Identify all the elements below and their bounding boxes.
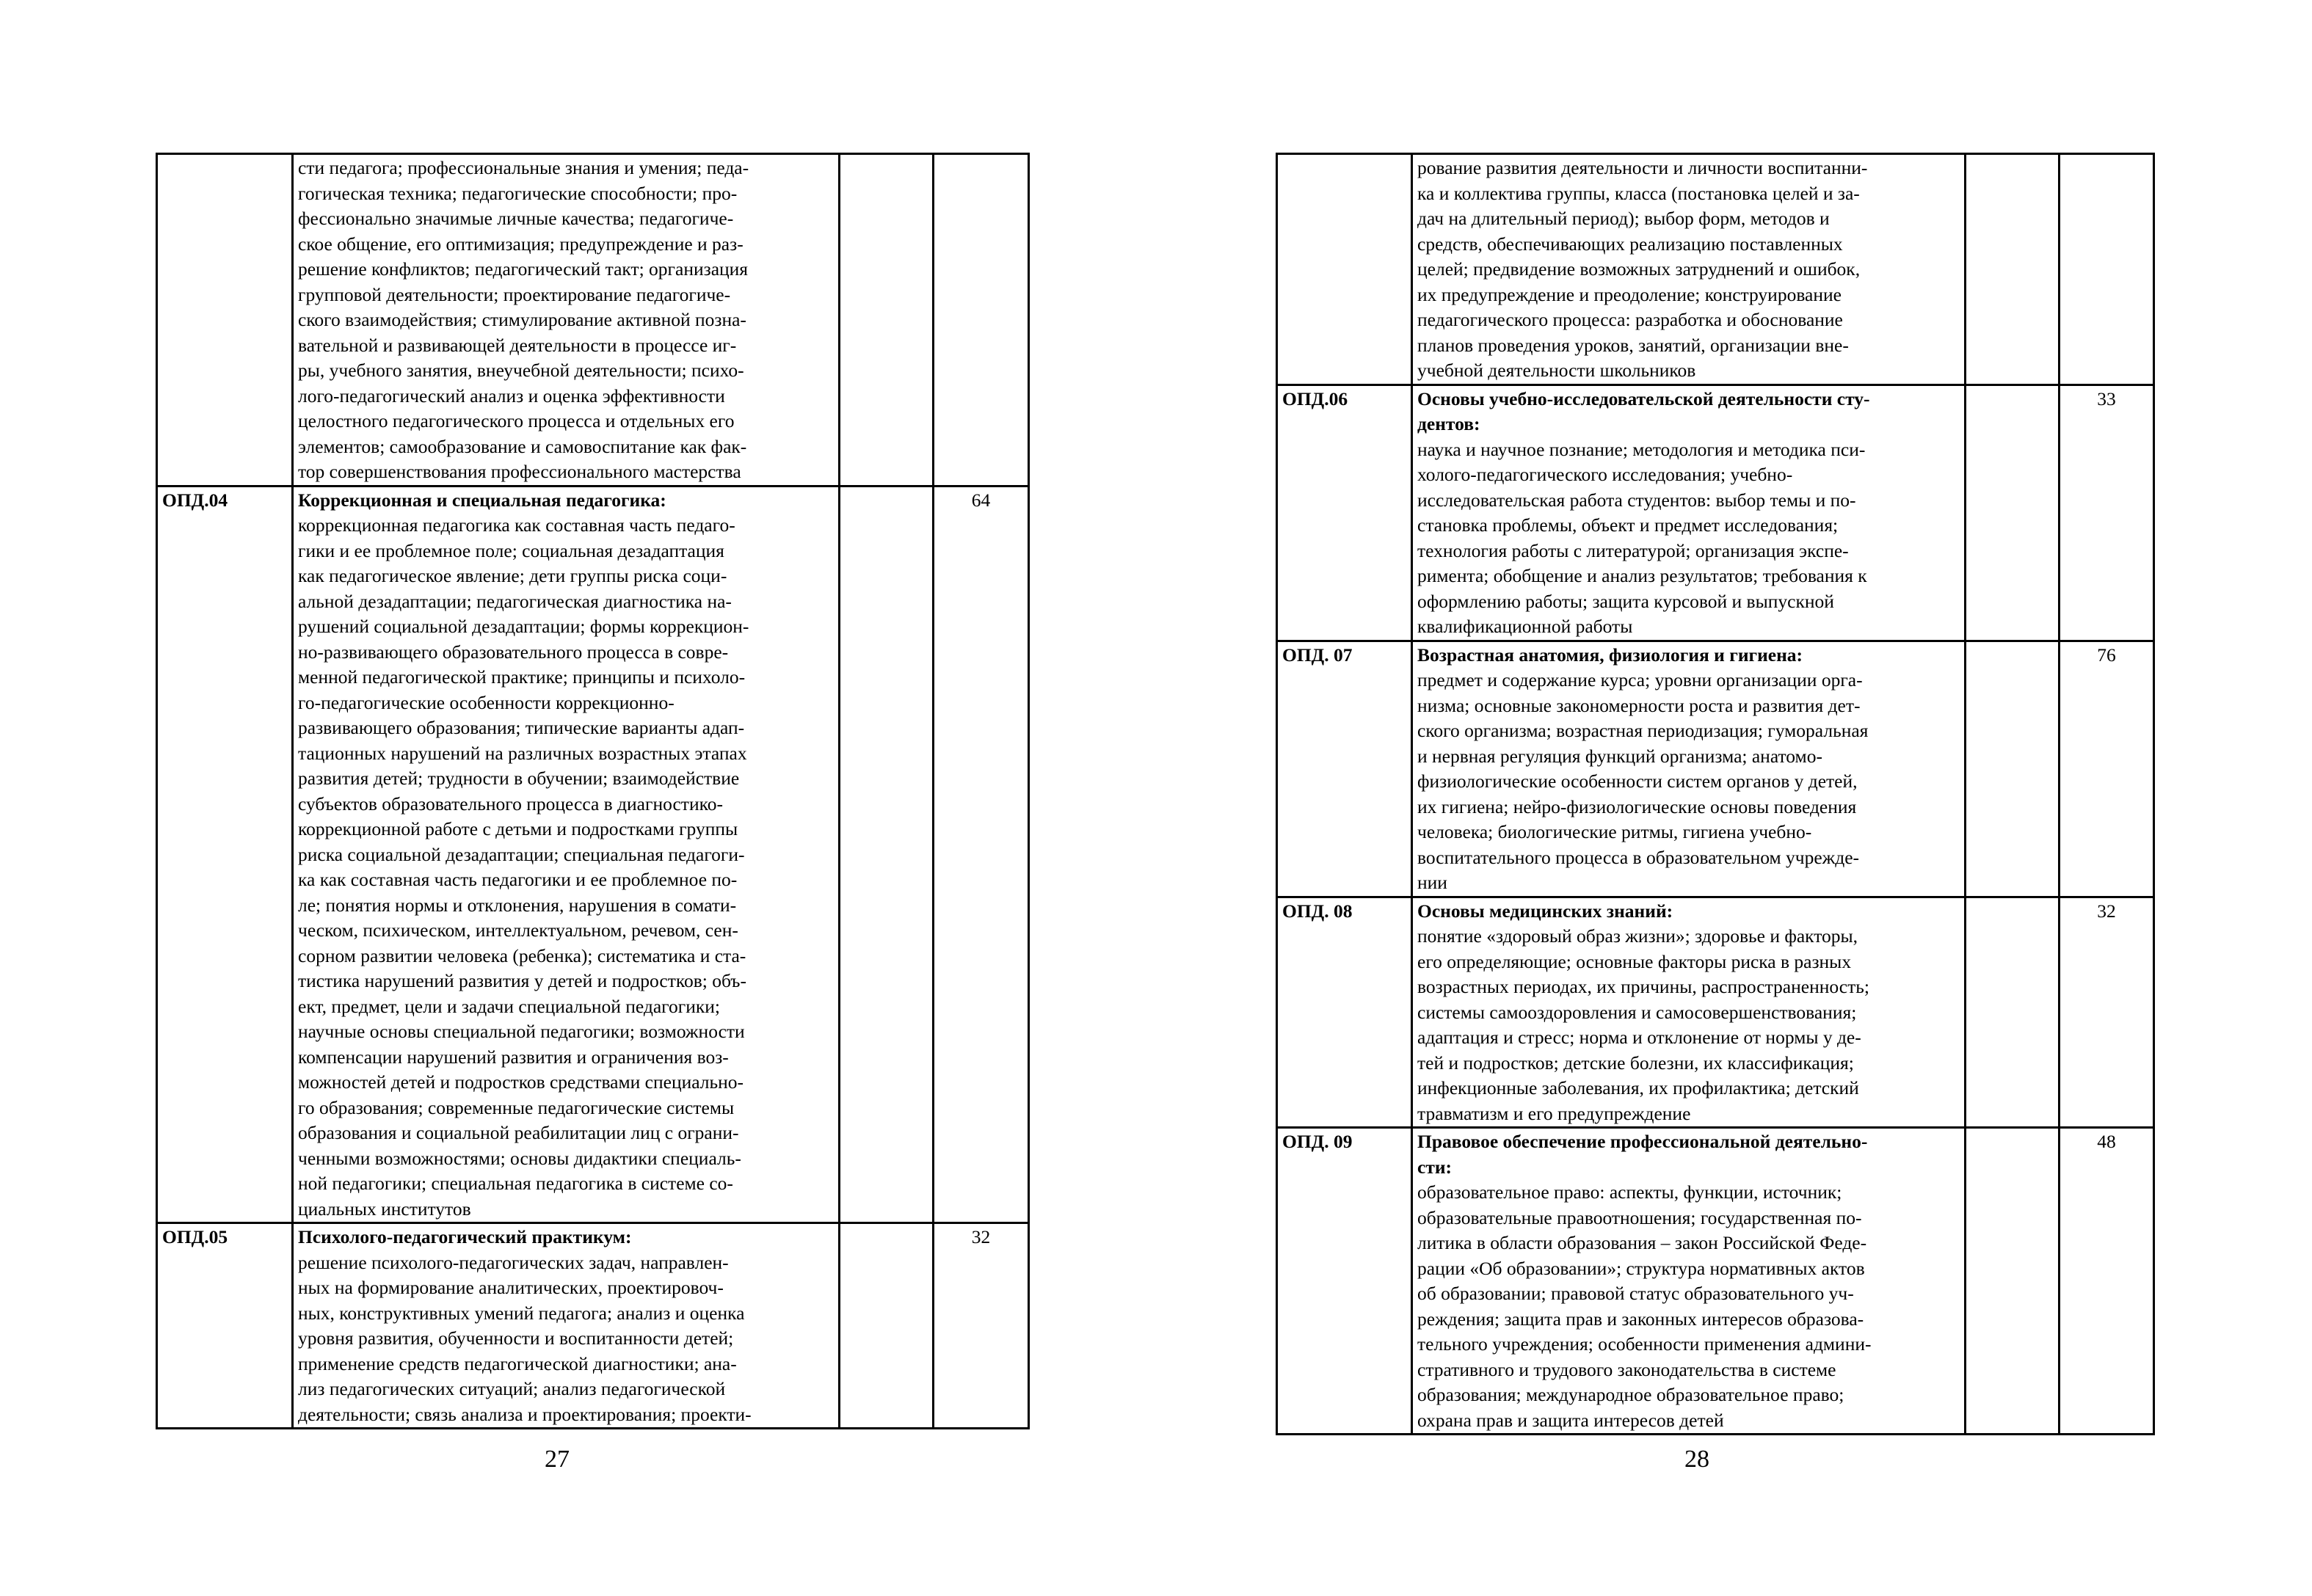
discipline-hours: 32 <box>2060 897 2154 1128</box>
discipline-hours: 48 <box>2060 1128 2154 1435</box>
empty-cell <box>1966 1128 2060 1435</box>
empty-cell <box>1966 641 2060 897</box>
table-row <box>1277 1128 2154 1435</box>
discipline-code: ОПД.04 <box>157 486 293 1223</box>
table-row <box>1277 897 2154 1128</box>
discipline-body: образовательное право: аспекты, функции, источник; образовательные правоотношения; государственная по- литика в области образования – закон Российской Феде- рации «Об образовании»; структура нормативных актов об образовании; правовой статус образовательного уч- реждения; защита прав и законных интересов образова- тельного учреждения; особенности применения админи- стративного и трудового законодательства в системе образования; международное образовательное право; охрана прав и защита интересов детей <box>1417 1181 1872 1431</box>
table-row <box>157 154 1029 487</box>
discipline-code: ОПД. 07 <box>1277 641 1412 897</box>
discipline-title: Основы учебно-исследовательской деятельности сту- дентов: <box>1417 387 1870 434</box>
discipline-code <box>1277 154 1412 385</box>
table-row <box>157 486 1029 1223</box>
discipline-code <box>157 154 293 487</box>
table-row <box>1277 385 2154 641</box>
discipline-body: рование развития деятельности и личности воспитанни- ка и коллектива группы, класса (постановка целей и за- дач на длительный период); выбор форм, методов и средств, обеспечивающих реализацию поставленных целей; предвидение возможных затруднений и ошибок, их предупреждение и преодоление; конструирование педагогического процесса: разработка и обоснование планов проведения уроков, занятий, организации вне- учебной деятельности школьников <box>1417 157 1868 381</box>
discipline-description <box>1412 154 1966 385</box>
empty-cell <box>840 486 934 1223</box>
discipline-description <box>1412 641 1966 897</box>
empty-cell <box>1966 154 2060 385</box>
discipline-description <box>1412 385 1966 641</box>
discipline-description <box>293 486 840 1223</box>
right-page <box>1156 0 2312 1596</box>
discipline-body: коррекционная педагогика как составная часть педаго- гики и ее проблемное поле; социальная дезадаптация как педагогическое явление; дети группы риска соци- альной дезадаптации; педагогическая диагностика на- рушений социальной дезадаптации; формы коррекцион- но-развивающего образовательного процесса в совре- менной педагогической практике; принципы и психоло- го-педагогические особенности коррекционно- развивающего образования; типические варианты адап- тационных нарушений на различных возрастных этапах развития детей; трудности в обучении; взаимодействие субъектов образовательного процесса в диагностико- коррекционной работе с детьми и подростками группы риска социальной дезадаптации; специальная педагоги- ка как составная часть педагогики и ее проблемное по- ле; понятия нормы и отклонения, нарушения в сомати- ческом, психическом, интеллектуальном, речевом, сен- сорном развитии человека (ребенка); систематика и ста- тистика нарушений развития у детей и подростков; объ- ект, предмет, цели и задачи специальной педагогики; научные основы специальной педагогики; возможности компенсации нарушений развития и ограничения воз- можностей детей и подростков средствами специально- го образования; современные педагогические системы образования и социальной реабилитации лиц с ограни- ченными возможностями; основы дидактики специаль- ной педагогики; специальная педагогика в системе со- циальных институтов <box>298 514 749 1220</box>
curriculum-table-right <box>1276 153 2155 1435</box>
empty-cell <box>840 154 934 487</box>
discipline-description <box>1412 897 1966 1128</box>
discipline-title: Возрастная анатомия, физиология и гигиена: <box>1417 644 1803 666</box>
discipline-title: Коррекционная и специальная педагогика: <box>298 489 666 511</box>
discipline-body: предмет и содержание курса; уровни организации орга- низма; основные закономерности роста и развития дет- ского организма; возрастная периодизация; гуморальная и нервная регуляция функций организма; анатомо- физиологические особенности систем органов у детей, их гигиена; нейро-физиологические основы поведения человека; биологические ритмы, гигиена учебно- воспитательного процесса в образовательном учрежде- нии <box>1417 669 1869 893</box>
page-number: 28 <box>1684 1446 1709 1473</box>
discipline-description <box>293 1223 840 1429</box>
discipline-body: сти педагога; профессиональные знания и умения; педа- гогическая техника; педагогические способности; про- фессионально значимые личные качества; педагогиче- ское общение, его оптимизация; предупреждение и раз- решение конфликтов; педагогический такт; организация групповой деятельности; проектирование педагогиче- ского взаимодействия; стимулирование активной позна- вательной и развивающей деятельности в процессе иг- ры, учебного занятия, внеучебной деятельности; психо- лого-педагогический анализ и оценка эффективности целостного педагогического процесса и отдельных его элементов; самообразование и самовоспитание как фак- тор совершенствования профессионального мастерства <box>298 157 749 482</box>
discipline-title: Правовое обеспечение профессиональной деятельно- сти: <box>1417 1131 1868 1178</box>
table-row <box>157 1223 1029 1429</box>
discipline-code: ОПД. 09 <box>1277 1128 1412 1435</box>
discipline-description <box>1412 1128 1966 1435</box>
table-row <box>1277 154 2154 385</box>
empty-cell <box>840 1223 934 1429</box>
curriculum-table-left <box>156 153 1030 1429</box>
discipline-body: понятие «здоровый образ жизни»; здоровье и факторы, его определяющие; основные факторы риска в разных возрастных периодах, их причины, распространенность; системы самооздоровления и самосовершенствования; адаптация и стресс; норма и отклонение от нормы у де- тей и подростков; детские болезни, их классификация; инфекционные заболевания, их профилактика; детский травматизм и его предупреждение <box>1417 925 1869 1124</box>
discipline-code: ОПД.06 <box>1277 385 1412 641</box>
discipline-body: решение психолого-педагогических задач, направлен- ных на формирование аналитических, проектировоч- ных, конструктивных умений педагога; анализ и оценка уровня развития, обученности и воспитанности детей; применение средств педагогической диагностики; ана- лиз педагогических ситуаций; анализ педагогической деятельности; связь анализа и проектирования; проекти- <box>298 1251 752 1425</box>
discipline-hours: 76 <box>2060 641 2154 897</box>
discipline-code: ОПД.05 <box>157 1223 293 1429</box>
discipline-description <box>293 154 840 487</box>
discipline-hours: 32 <box>934 1223 1029 1429</box>
discipline-title: Психолого-педагогический практикум: <box>298 1226 632 1247</box>
discipline-hours <box>2060 154 2154 385</box>
discipline-hours <box>934 154 1029 487</box>
discipline-hours: 33 <box>2060 385 2154 641</box>
discipline-code: ОПД. 08 <box>1277 897 1412 1128</box>
discipline-body: наука и научное познание; методология и методика пси- холого-педагогического исследования; учебно- исследовательская работа студентов: выбор темы и по- становка проблемы, объект и предмет исследования; технология работы с литературой; организация экспе- римента; обобщение и анализ результатов; требования к оформлению работы; защита курсовой и выпускной квалификационной работы <box>1417 438 1867 637</box>
page-number: 27 <box>545 1446 570 1473</box>
table-row <box>1277 641 2154 897</box>
empty-cell <box>1966 385 2060 641</box>
discipline-title: Основы медицинских знаний: <box>1417 900 1673 922</box>
empty-cell <box>1966 897 2060 1128</box>
discipline-hours: 64 <box>934 486 1029 1223</box>
